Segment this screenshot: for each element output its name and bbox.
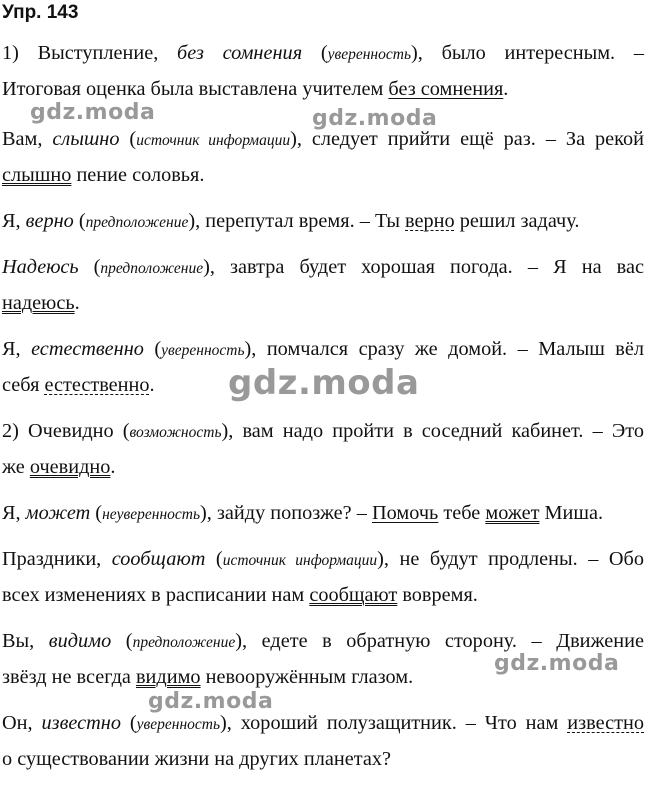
sentence-member: естественно — [44, 374, 150, 396]
text-line-18 — [2, 745, 644, 773]
text: 2) Очевидно ( — [2, 420, 130, 442]
text: всех изменениях в расписании нам — [2, 584, 310, 606]
text: звёзд не всегда — [2, 666, 136, 688]
text: вовремя. — [397, 584, 478, 606]
text: пение соловья. — [71, 164, 205, 186]
text: Я, — [2, 210, 26, 232]
text: ( — [205, 548, 223, 570]
text: ), следует прийти ещё раз. – За рекой — [290, 128, 644, 150]
sentence-member: известно — [567, 712, 644, 734]
sentence-member: слышно — [2, 164, 72, 186]
sentence-member: надеюсь — [2, 292, 75, 314]
meaning-note: предположение — [85, 214, 189, 231]
text-line-8 — [2, 335, 644, 365]
text: . — [149, 374, 155, 396]
text: ), перепутал время. – Ты — [188, 210, 406, 232]
watermark: gdz.moda — [228, 363, 420, 403]
introductory-word: Надеюсь — [2, 256, 79, 278]
text: ), завтра будет хорошая погода. – Я на вас — [203, 256, 644, 278]
text: ( — [120, 712, 137, 734]
text: . — [74, 292, 80, 314]
meaning-note: предположение — [132, 634, 236, 651]
text-line-17 — [2, 709, 644, 739]
sentence-member: очевидно — [29, 456, 111, 478]
text: ( — [73, 210, 86, 232]
sentence-member: верно — [405, 210, 455, 232]
introductory-word: естественно — [31, 338, 144, 360]
text: ), не будут продлены. – Обо — [377, 548, 645, 570]
text: же — [2, 456, 30, 478]
meaning-note: возможность — [129, 424, 222, 441]
text: ), зайду попозже? – — [200, 502, 372, 524]
text: ( — [78, 256, 101, 278]
introductory-word: сообщают — [111, 548, 206, 570]
sentence-member: без сомнения — [388, 78, 504, 100]
text-line-2 — [2, 75, 644, 103]
meaning-note: уверенность — [327, 46, 411, 63]
sentence-member: Помочь — [371, 502, 439, 524]
text: Он, — [2, 712, 42, 734]
text-line-14 — [2, 581, 644, 609]
text: Я, — [2, 338, 32, 360]
text: ( — [90, 502, 103, 524]
meaning-note: уверенность — [161, 342, 245, 359]
text-line-4 — [2, 161, 644, 189]
text: Вы, — [2, 630, 49, 652]
text-line-7 — [2, 289, 644, 317]
meaning-note: источник информации — [222, 552, 378, 569]
introductory-word: верно — [25, 210, 74, 232]
text: ), едете в обратную сторону. – Движение — [235, 630, 644, 652]
watermark: gdz.moda — [148, 689, 274, 714]
text: ( — [143, 338, 162, 360]
text-line-10 — [2, 417, 644, 447]
text-line-13 — [2, 545, 644, 575]
text: о существовании жизни на других планетах? — [2, 748, 391, 770]
sentence-member: может — [485, 502, 540, 524]
introductory-word: без сомнения — [177, 42, 303, 64]
text: Миша. — [539, 502, 604, 524]
text: . — [110, 456, 116, 478]
meaning-note: предположение — [100, 260, 204, 277]
text-line-1 — [2, 39, 644, 69]
text-line-6 — [2, 253, 644, 283]
sentence-member: сообщают — [309, 584, 398, 606]
exercise-title: Упр. 143 — [2, 2, 79, 23]
introductory-word: видимо — [48, 630, 112, 652]
text: 1) Выступление, — [2, 42, 178, 64]
introductory-word: известно — [41, 712, 121, 734]
text: ( — [111, 630, 133, 652]
watermark: gdz.moda — [30, 100, 156, 125]
sentence-member: видимо — [135, 666, 201, 688]
text: ( — [302, 42, 328, 64]
text-line-12 — [2, 499, 644, 529]
text-line-11 — [2, 453, 644, 481]
text: Итоговая оценка была выставлена учителем — [2, 78, 389, 100]
text: Я, — [2, 502, 26, 524]
text: решил задачу. — [454, 210, 580, 232]
introductory-word: слышно — [52, 128, 120, 150]
text: Праздники, — [2, 548, 112, 570]
text-line-5 — [2, 207, 644, 237]
meaning-note: источник информации — [136, 132, 291, 149]
text: ), было интересным. – — [411, 42, 644, 64]
meaning-note: уверенность — [136, 716, 221, 733]
watermark: gdz.moda — [312, 106, 438, 131]
text: невооружённым глазом. — [200, 666, 414, 688]
meaning-note: неуверенность — [102, 506, 201, 523]
introductory-word: может — [25, 502, 91, 524]
text: ( — [119, 128, 137, 150]
text: Вам, — [2, 128, 53, 150]
text: тебе — [438, 502, 486, 524]
text: ), вам надо пройти в соседний кабинет. – Это — [221, 420, 644, 442]
text: . — [503, 78, 509, 100]
watermark: gdz.moda — [494, 651, 620, 676]
text: ), хороший полузащитник. – Что нам — [220, 712, 568, 734]
text: себя — [2, 374, 45, 396]
text: ), помчался сразу же домой. – Малыш вёл — [244, 338, 644, 360]
